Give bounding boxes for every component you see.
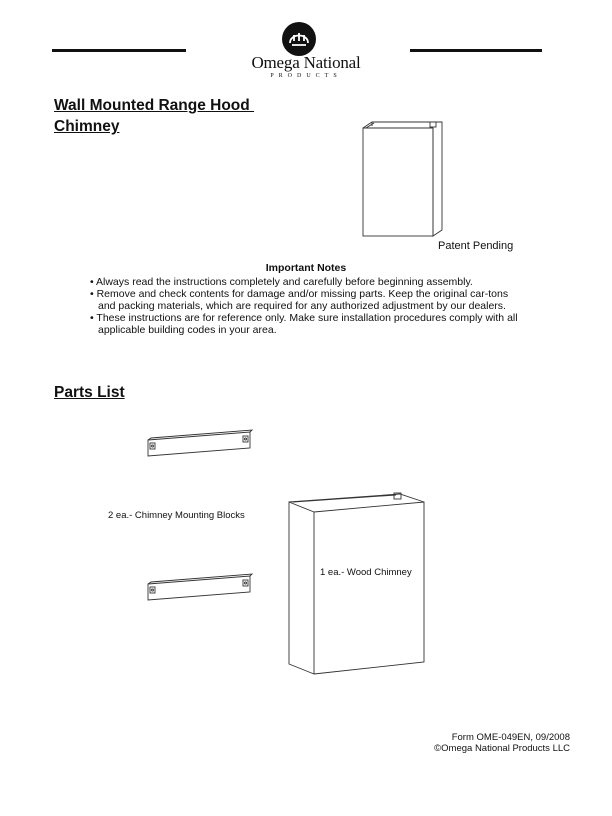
header-rule-right xyxy=(410,49,542,52)
note-item: • These instructions are for reference only. Make sure installation procedures comply with all applicable building codes in your area. xyxy=(90,312,520,336)
header-rule-left xyxy=(52,49,186,52)
omega-logo-icon xyxy=(281,21,317,57)
mounting-blocks-label: 2 ea.- Chimney Mounting Blocks xyxy=(108,510,245,521)
copyright: ©Omega National Products LLC xyxy=(434,743,570,754)
form-number: Form OME-049EN, 09/2008 xyxy=(451,732,570,743)
page-title-line2: Chimney xyxy=(54,118,120,135)
brand-name: Omega National xyxy=(251,53,361,72)
notes-list xyxy=(90,276,520,336)
brand-subtitle: PRODUCTS xyxy=(270,73,342,79)
footer xyxy=(434,732,570,754)
wood-chimney-illustration xyxy=(284,490,432,676)
mounting-block-illustration-1 xyxy=(144,428,256,460)
notes-heading: Important Notes xyxy=(265,262,347,274)
wood-chimney-label: 1 ea.- Wood Chimney xyxy=(320,567,412,578)
note-item: • Remove and check contents for damage and/or missing parts. Keep the original car-tons and packing materials, which are required for any authorized adjustment by our dealers. xyxy=(90,288,520,312)
mounting-block-illustration-2 xyxy=(144,572,256,604)
note-item: • Always read the instructions completely and carefully before beginning assembly. xyxy=(90,276,520,288)
patent-text: Patent Pending xyxy=(438,240,514,252)
page-title: Wall Mounted Range Hood xyxy=(54,97,255,114)
parts-list-heading: Parts List xyxy=(54,384,125,401)
chimney-illustration-top xyxy=(360,118,446,240)
